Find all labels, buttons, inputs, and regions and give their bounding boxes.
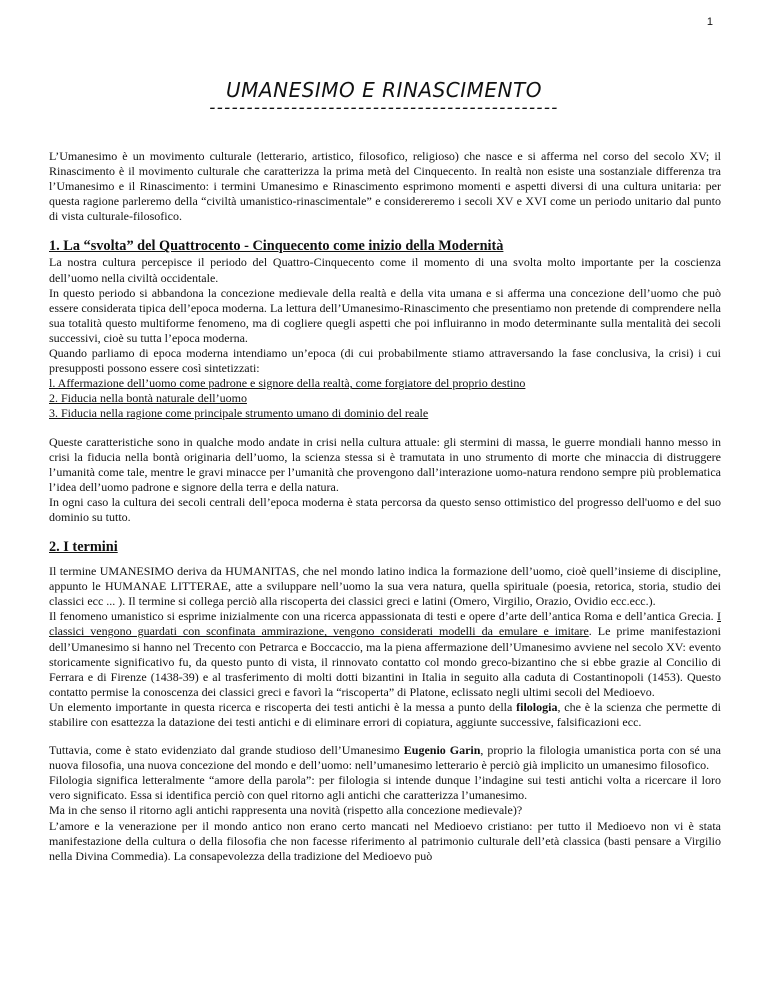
document-body [49, 149, 721, 864]
section-1-paragraph: La nostra cultura percepisce il periodo del Quattro-Cinquecento come il momento di una svolta molto importante per la coscienza dell’uomo nella civiltà occidentale. [49, 255, 721, 285]
text-run: , che è la scienza che permette di stabilire con esattezza la datazione dei testi antichi e di eliminare errori di copiatura, aggiunte successive, falsificazioni ecc. [49, 699, 721, 729]
list-item: 2. Fiducia nella bontà naturale dell’uomo [49, 391, 247, 406]
section-1-paragraph: Queste caratteristiche sono in qualche modo andate in crisi nella cultura attuale: gli stermini di massa, le guerre mondiali hanno messo in crisi la fiducia nella bontà originaria dell’uomo, la scienza stessa si è tramutata in uno strumento di morte che minaccia di distruggere l’umanità come tale, mentre le gravi minacce per l’umanità che provengono dall’interazione uomo-natura rendono sempre più problematica l’idea dell’uomo padrone e signore della terra e della natura. [49, 434, 721, 494]
section-2-heading: 2. I termini [49, 539, 118, 556]
section-2-paragraph: Filologia significa letteralmente “amore della parola”: per filologia si intende dunque l’indagine sui testi antichi volta a ricercare il loro vero significato. Essa si identifica perciò con quel ritorno agli antichi che caratterizza l’umanesimo. [49, 773, 721, 803]
text-run: Tuttavia, come è stato evidenziato dal grande studioso dell’Umanesimo [49, 743, 404, 758]
section-1-heading: 1. La “svolta” del Quattrocento - Cinquecento come inizio della Modernità [49, 238, 504, 255]
section-1-paragraph: Quando parliamo di epoca moderna intendiamo un’epoca (di cui probabilmente stiamo attraversando la fase conclusiva, la crisi) i cui presupposti possono essere così sintetizzati: [49, 346, 721, 376]
text-run: Un elemento importante in questa ricerca e riscoperta dei testi antichi è la messa a punto della [49, 699, 517, 714]
bold-term: filologia [516, 699, 558, 714]
section-2-paragraph: L’amore e la venerazione per il mondo antico non erano certo mancati nel Medioevo cristiano: per tutto il Medioevo non vi è stata manifestazione della cultura o della filosofia che non facesse riferimento al patrimonio culturale dell’età classica (basti pensare a Virgilio nella Divina Commedia). La consapevolezza della tradizione del Medioevo può [49, 818, 721, 863]
section-1-paragraph: In ogni caso la cultura dei secoli centrali dell’epoca moderna è stata percorsa da questo senso ottimistico del progresso dell'uomo e del suo dominio su tutto. [49, 494, 721, 524]
section-2-paragraph [49, 609, 721, 700]
page-number: 1 [706, 16, 713, 28]
section-2-paragraph [49, 743, 721, 773]
list-item: l. Affermazione dell’uomo come padrone e signore della realtà, come forgiatore del proprio destino [49, 376, 526, 391]
text-run: Il fenomeno umanistico si esprime inizialmente con una ricerca appassionata di testi e opere d’arte dell’antica Roma e dell’antica Grecia. [49, 609, 717, 624]
document-title: UMANESIMO E RINASCIMENTO [226, 78, 542, 102]
section-1-paragraph: In questo periodo si abbandona la concezione medievale della realtà e della vita umana e si afferma una concezione dell’uomo che può essere considerata tipica dell’epoca moderna. La lettura dell’Umanesimo-Rinascimento che presentiamo non pretende di comprendere nella sua totalità questo multiforme fenomeno, ma di cogliere quegli aspetti che poi influiranno in modo determinante sulla mentalità dei secoli successivi, cioè su tutta l’epoca moderna. [49, 285, 721, 345]
section-2-paragraph: Il termine UMANESIMO deriva da HUMANITAS, che nel mondo latino indica la formazione dell’uomo, cioè quell’insieme di discipline, appunto le HUMANAE LITTERAE, atte a sviluppare nell’uomo la sua vera natura, quella spirituale (poesia, retorica, storia, studio dei classici ecc ... ). Il termine si collega perciò alla riscoperta dei classici greci e latini (Omero, Virgilio, Orazio, Ovidio ecc.ecc.). [49, 564, 721, 609]
underlined-text: I classici vengono guardati con sconfinata ammirazione, vengono considerati modelli da emulare e imitare [49, 609, 721, 639]
intro-paragraph: L’Umanesimo è un movimento culturale (letterario, artistico, filosofico, religioso) che nasce e si afferma nel corso del secolo XV; il Rinascimento è il movimento culturale che caratterizza la prima metà del Cinquecento. In realtà non esiste una sostanziale differenza tra l’Umanesimo e il Rinascimento: i termini Umanesimo e Rinascimento esprimono momenti e aspetti diversi di una cultura unitaria: per questa ragione parleremo della “civiltà umanistico-rinascimentale” e considereremo i secoli XV e XVI come un periodo unitario dal punto di vista culturale-filosofico. [49, 149, 721, 224]
list-item: 3. Fiducia nella ragione come principale strumento umano di dominio del reale [49, 406, 429, 421]
section-2-paragraph: Ma in che senso il ritorno agli antichi rappresenta una novità (rispetto alla concezione medievale)? [49, 803, 523, 818]
section-2-paragraph [49, 700, 721, 730]
title-dashed-rule: ----------------------------------------------- [209, 98, 559, 118]
text-run: , proprio la filologia umanistica porta con sé una nuova filosofia, una nuova concezione del mondo e dell’uomo: nell’umanesimo letterario è perciò già implicito un umanesimo filosofico. [49, 743, 721, 773]
bold-name: Eugenio Garin [403, 743, 481, 758]
text-run: . Le prime manifestazioni dell’Umanesimo si hanno nel Trecento con Petrarca e Boccaccio, ma la piena affermazione dell’Umanesimo avviene nel secolo XV: evento storicamente significativo fu, da questo punto di vista, il rinnovato contatto col mondo greco-bizantino che si ebbe grazie al Concilio di Ferrara e di Firenze (1438-39) e al trasferimento di molti dotti bizantini in Italia in seguito alla caduta di Costantinopoli (1453). Questo contatto permise la conoscenza dei classici greci e favorì la “riscoperta” di Platone, eclissato negli ultimi secoli del Medioevo. [49, 624, 721, 699]
